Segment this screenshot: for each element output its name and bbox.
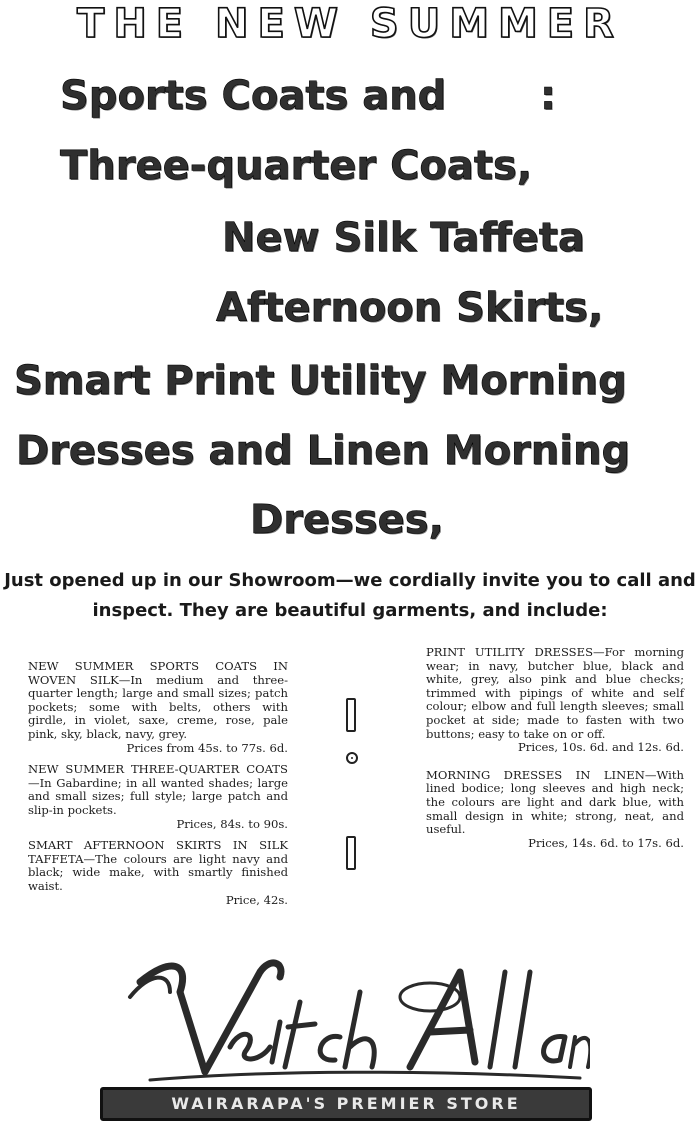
headline-line-2: Three-quarter Coats,	[60, 143, 533, 189]
intro-line-2: inspect. They are beautiful garments, and include:	[92, 600, 608, 621]
item-print-utility-dresses	[426, 646, 684, 755]
item-afternoon-skirts	[28, 839, 288, 907]
item-description: MORNING DRESSES IN LINEN—With lined bodice; long sleeves and high neck; the colours are light and dark blue, with small design in white; strong, neat, and useful.	[426, 767, 684, 837]
headline-line-4: Afternoon Skirts,	[216, 285, 604, 331]
headline-line-1: Sports Coats and	[60, 73, 447, 119]
item-description: NEW SUMMER THREE-QUARTER COATS—In Gabardine; in all wanted shades; large and small sizes; full style; large patch and slip-in pockets.	[28, 762, 288, 817]
ornament-bar-icon	[346, 836, 356, 870]
item-sports-coats	[28, 660, 288, 755]
left-column	[28, 660, 288, 907]
item-three-quarter-coats	[28, 763, 288, 831]
headline-line-6: Dresses and Linen Morning	[16, 428, 631, 474]
ornament-circle-icon	[346, 752, 358, 764]
ornament-bar-icon	[346, 698, 356, 732]
item-price: Prices from 45s. to 77s. 6d.	[126, 740, 288, 755]
item-price: Prices, 10s. 6d. and 12s. 6d.	[517, 740, 684, 755]
headline-line-5: Smart Print Utility Morning	[14, 358, 627, 404]
item-description: NEW SUMMER SPORTS COATS IN WOVEN SILK—In medium and three-quarter length; large and small sizes; patch pockets; some with belts, others with girdle, in violet, saxe, creme, rose, pale pink, sky, black, navy, grey.	[28, 659, 288, 741]
logo-tagline-banner: WAIRARAPA'S PREMIER STORE	[100, 1087, 592, 1121]
store-logo	[110, 952, 590, 1086]
headline-colon: :	[540, 73, 556, 119]
headline-line-3: New Silk Taffeta	[222, 215, 586, 261]
banner-heading: THE NEW SUMMER	[77, 1, 623, 47]
item-price: Prices, 14s. 6d. to 17s. 6d.	[528, 835, 684, 850]
headline-line-7: Dresses,	[250, 497, 444, 543]
item-description: PRINT UTILITY DRESSES—For morning wear; in navy, butcher blue, black and white, grey, also pink and blue checks; trimmed with pipings of white and self colour; elbow and full length sleeves; small pocket at side; made to fasten with two buttons; easy to take on or off.	[426, 645, 684, 741]
intro-line-1: Just opened up in our Showroom—we cordially invite you to call and	[4, 570, 696, 591]
right-column	[426, 646, 684, 850]
item-linen-morning-dresses	[426, 769, 684, 851]
item-price: Prices, 84s. to 90s.	[176, 816, 288, 831]
item-description: SMART AFTERNOON SKIRTS IN SILK TAFFETA—The colours are light navy and black; wide make, with smartly finished waist.	[28, 838, 288, 893]
item-price: Price, 42s.	[225, 892, 288, 907]
